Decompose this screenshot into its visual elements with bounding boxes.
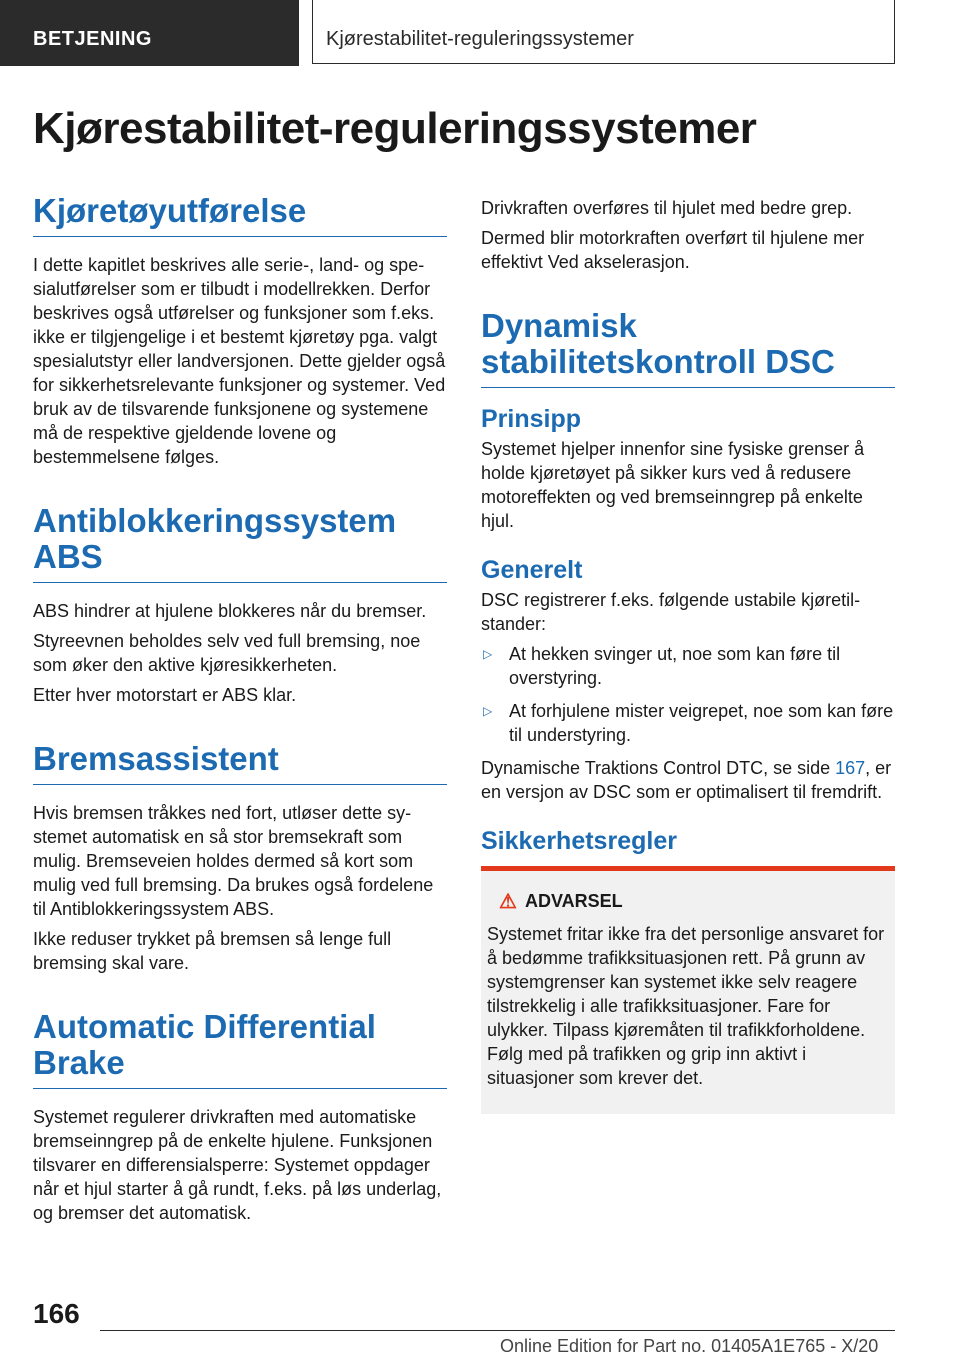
triangle-bullet-icon: ▷ [483,647,493,661]
paragraph-dtc: Dynamische Traktions Control DTC, se side 167, er en versjon av DSC som er optimalisert til fremdrift. [481,758,892,802]
heading-dsc: Dynamisk stabilitetskontroll DSC [481,308,895,388]
heading-generelt: Generelt [481,556,583,584]
warning-box [481,866,895,1114]
warning-title: ⚠ ADVARSEL [499,891,623,913]
section-label: BETJENING [33,28,152,50]
bullet-list [481,642,895,747]
paragraph: Systemet regulerer drivkraften med automatiske bremseinngrep på de enkelte hjulene. Funksjonen tilsvarer en differensialsperre: Systemet oppdager når et hjul starter å gå rundt, f.eks. på løs underlag, og bremser det automatisk. [33,1107,442,1223]
paragraph: Ikke reduser trykket på bremsen så lenge full bremsing skal vare. [33,929,392,973]
list-item: ▷ At forhjulene mister veigrepet, noe som kan føre til understyring. [483,701,894,745]
warning-text: Systemet fritar ikke fra det personlige ansvaret for å bedømme trafikksituasjonen rett. På grunn av systemgrenser kan systemet ikke selv reagere tilstrekkelig i alle trafikksituasjoner. Fare for ulykker. Tilpass kjøremåten til trafikkforholdene. Følg med på trafikken og grip inn aktivt i situasjoner som krever det. [487,924,885,1088]
warning-triangle-icon: ⚠ [499,891,517,913]
heading-abs: Antiblokkeringssystem ABS [33,503,447,583]
chapter-label: Kjørestabilitet-reguleringssystemer [326,28,634,50]
heading-bremsassistent: Bremsassistent [33,741,447,785]
paragraph: Hvis bremsen tråkkes ned fort, utløser dette systemet automatisk en så stor bremsekraft som mulig. Bremseveien holdes dermed så kort som mulig ved full bremsing. Da brukes også fordelene til Antiblokkeringssystem ABS. [33,803,434,919]
page-number: 166 [33,1298,80,1329]
chapter-tab [312,0,895,64]
paragraph: Dermed blir motorkraften overført til hjulene mer effektivt Ved akselerasjon. [481,228,865,272]
paragraph: Drivkraften overføres til hjulet med bedre grep. [481,198,853,218]
paragraph: ABS hindrer at hjulene blokkeres når du bremser. [33,601,427,621]
heading-kjoretoyutforelse: Kjøretøyutførelse [33,193,447,237]
heading-adb: Automatic Differential Brake [33,1009,447,1089]
heading-prinsipp: Prinsipp [481,405,582,433]
right-column [481,196,895,1114]
left-column [33,193,447,1231]
page-reference-link[interactable]: 167 [835,758,866,778]
section-tab [0,0,299,66]
paragraph: Etter hver motorstart er ABS klar. [33,685,297,705]
list-item: ▷ At hekken svinger ut, noe som kan føre til overstyring. [483,644,841,688]
paragraph: Styreevnen beholdes selv ved full bremsing, noe som øker den aktive kjøresikkerheten. [33,631,421,675]
heading-sikkerhetsregler: Sikkerhetsregler [481,827,677,855]
paragraph: Systemet hjelper innenfor sine fysiske grenser å holde kjøretøyet på sikker kurs ved å redusere motoreffekten og ved bremseinngrep på enkelte hjul. [481,439,865,531]
page-title: Kjørestabilitet-reguleringssystemer [33,104,757,153]
footer-divider [100,1330,895,1331]
paragraph: DSC registrerer f.eks. følgende ustabile kjøretilstander: [481,590,861,634]
edition-note: Online Edition for Part no. 01405A1E765 - X/20 [500,1336,879,1356]
paragraph: I dette kapitlet beskrives alle serie-, land- og spesialutførelser som er tilbudt i modellrekken. Derfor beskrives også utførelser og funksjoner som f.eks. ikke er tilgjengelige i et bestemt kjøretøy pga. valgt spesialutstyr eller landversjonen. Dette gjelder også for sikkerhetsrelevante funksjoner og systemer. Ved bruk av de tilsvarende funksjonene og systemene må de respektive gjeldende lovene og bestemmelsene følges. [33,255,446,467]
triangle-bullet-icon: ▷ [483,704,493,718]
page-header [0,0,960,66]
